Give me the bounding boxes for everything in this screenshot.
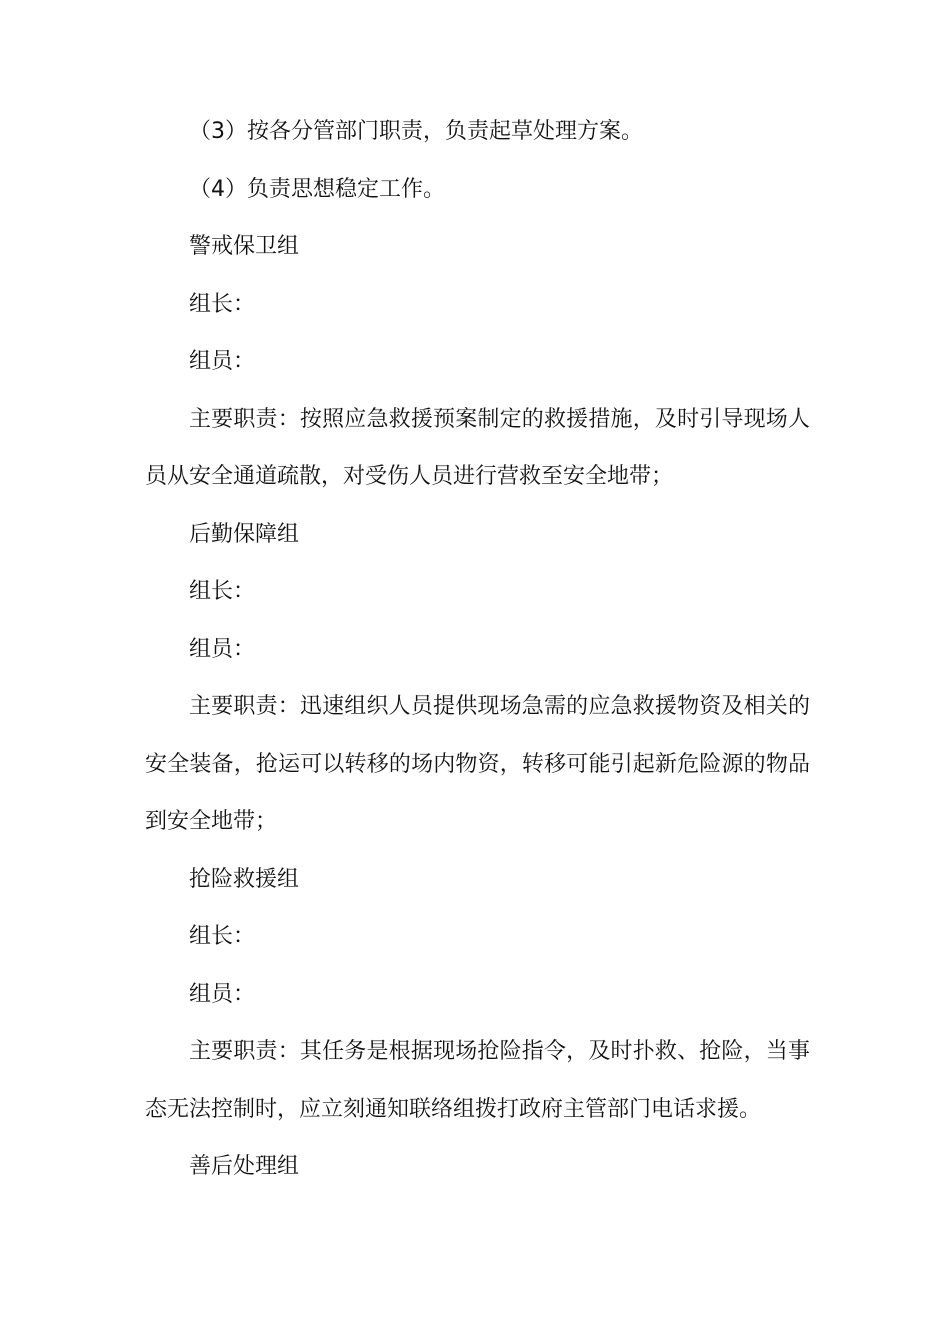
responsibility-rescue: 主要职责：其任务是根据现场抢险指令，及时扑救、抢险，当事态无法控制时，应立刻通知联络组拨打政府主管部门电话求援。 <box>145 1039 810 1122</box>
section-heading-aftermath-group: 善后处理组 <box>189 1154 300 1179</box>
section-heading-security-group: 警戒保卫组 <box>189 234 300 259</box>
section-heading-rescue-group: 抢险救援组 <box>189 866 300 892</box>
document-body <box>145 103 810 1196</box>
responsibility-logistics: 主要职责：迅速组织人员提供现场急需的应急救援物资及相关的安全装备，抢运可以转移的场内物资，转移可能引起新危险源的物品到安全地带； <box>145 694 810 834</box>
group-member-label: 组员： <box>189 349 256 374</box>
group-member-label: 组员： <box>189 981 256 1007</box>
group-member-label: 组员： <box>189 636 256 662</box>
group-leader-label: 组长： <box>189 579 256 604</box>
paragraph-item-3: （3）按各分管部门职责，负责起草处理方案。 <box>189 119 643 144</box>
section-heading-logistics-group: 后勤保障组 <box>189 521 300 547</box>
paragraph-item-4: （4）负责思想稳定工作。 <box>189 176 445 202</box>
group-leader-label: 组长： <box>189 291 256 317</box>
group-leader-label: 组长： <box>189 924 256 949</box>
responsibility-security: 主要职责：按照应急救援预案制定的救援措施，及时引导现场人员从安全通道疏散，对受伤人员进行营救至安全地带； <box>145 406 810 489</box>
